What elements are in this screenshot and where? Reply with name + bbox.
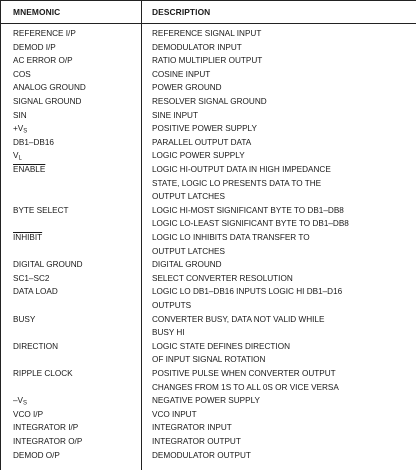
description-cell: DEMODULATOR OUTPUT: [152, 450, 251, 460]
mnemonic-cell: [13, 204, 69, 217]
description-cell: COSINE INPUT: [152, 69, 211, 79]
mnemonic-text: DEMOD O/P: [13, 450, 60, 460]
mnemonic-text: BYTE SELECT: [13, 205, 69, 215]
description-cell: POWER GROUND: [152, 83, 222, 93]
table-row: [1, 340, 416, 353]
table-row: [1, 435, 416, 448]
mnemonic-cell: [13, 435, 82, 448]
mnemonic-cell: [13, 81, 86, 94]
mnemonic-text: ENABLE: [13, 165, 46, 174]
mnemonic-text: SC1–SC2: [13, 273, 50, 283]
mnemonic-cell: [13, 408, 43, 421]
mnemonic-subscript: S: [23, 128, 28, 135]
description-cell: OUTPUT LATCHES: [152, 192, 225, 202]
table-row: [1, 217, 416, 230]
mnemonic-text: INTEGRATOR O/P: [13, 437, 83, 446]
table-row: [1, 149, 416, 162]
table-row: [1, 204, 416, 217]
table-row: [1, 122, 416, 135]
table-row: [1, 81, 416, 94]
table-row: [1, 313, 416, 326]
description-cell: LOGIC LO INHIBITS DATA TRANSFER TO: [152, 233, 310, 242]
description-cell: INTEGRATOR OUTPUT: [152, 437, 241, 446]
description-cell: OUTPUTS: [152, 301, 192, 310]
mnemonic-cell: [13, 163, 45, 176]
mnemonic-cell: [13, 421, 78, 434]
description-header: DESCRIPTION: [152, 7, 211, 17]
description-cell: SINE INPUT: [152, 110, 198, 120]
description-cell: PARALLEL OUTPUT DATA: [152, 137, 252, 147]
table-row: [1, 41, 416, 54]
table-row: [1, 190, 416, 203]
header-rule: [1, 23, 416, 24]
mnemonic-text: SIGNAL GROUND: [13, 97, 82, 106]
table-row: [1, 231, 416, 244]
table-row: [1, 394, 416, 407]
mnemonic-cell: [13, 313, 35, 326]
description-cell: STATE, LOGIC LO PRESENTS DATA TO THE: [152, 178, 322, 188]
table-row: [1, 136, 416, 149]
mnemonic-subscript: S: [23, 400, 28, 407]
table-row: [1, 408, 416, 421]
mnemonic-text: DEMOD I/P: [13, 42, 56, 52]
mnemonic-cell: [13, 367, 73, 380]
description-cell: BUSY HI: [152, 328, 185, 338]
table-row: [1, 245, 416, 258]
mnemonic-cell: [13, 285, 58, 298]
description-cell: LOGIC STATE DEFINES DIRECTION: [152, 341, 290, 351]
mnemonic-header: MNEMONIC: [13, 7, 61, 17]
table-row: [1, 299, 416, 312]
table-row: [1, 367, 416, 380]
table-row: [1, 258, 416, 271]
table-row: [1, 109, 416, 122]
mnemonic-text: RIPPLE CLOCK: [13, 369, 73, 378]
mnemonic-cell: [13, 27, 76, 40]
mnemonic-text: AC ERROR O/P: [13, 56, 73, 66]
mnemonic-cell: [13, 54, 73, 67]
mnemonic-cell: [13, 340, 58, 353]
mnemonic-text: DATA LOAD: [13, 287, 58, 297]
mnemonic-text: INHIBIT: [13, 233, 43, 242]
table-row: [1, 381, 416, 394]
description-cell: RESOLVER SIGNAL GROUND: [152, 97, 267, 106]
table-row: [1, 421, 416, 434]
table-row: [1, 95, 416, 108]
description-cell: DEMODULATOR INPUT: [152, 42, 242, 52]
table-row: [1, 177, 416, 190]
description-cell: LOGIC POWER SUPPLY: [152, 151, 245, 161]
description-cell: OUTPUT LATCHES: [152, 246, 225, 256]
description-cell: OF INPUT SIGNAL ROTATION: [152, 355, 266, 365]
description-cell: INTEGRATOR INPUT: [152, 423, 232, 433]
mnemonic-text: DB1–DB16: [13, 137, 54, 147]
mnemonic-cell: [13, 41, 56, 54]
description-cell: CHANGES FROM 1S TO ALL 0S OR VICE VERSA: [152, 382, 339, 392]
table-row: [1, 163, 416, 176]
description-cell: LOGIC HI-OUTPUT DATA IN HIGH IMPEDANCE: [152, 165, 331, 174]
mnemonic-cell: [13, 258, 83, 271]
mnemonic-cell: [13, 449, 60, 462]
mnemonic-cell: [13, 109, 27, 122]
mnemonic-text: VCO I/P: [13, 409, 44, 419]
table-row: [1, 27, 416, 40]
mnemonic-cell: [13, 231, 42, 244]
mnemonic-text: COS: [13, 69, 31, 79]
description-cell: NEGATIVE POWER SUPPLY: [152, 396, 260, 406]
mnemonic-text: V: [13, 151, 19, 161]
mnemonic-text: INTEGRATOR I/P: [13, 423, 79, 433]
description-cell: VCO INPUT: [152, 409, 197, 419]
table-row: [1, 54, 416, 67]
description-cell: POSITIVE POWER SUPPLY: [152, 124, 257, 134]
description-cell: REFERENCE SIGNAL INPUT: [152, 29, 262, 38]
mnemonic-cell: [13, 272, 49, 285]
mnemonic-text: SIN: [13, 110, 27, 120]
description-cell: LOGIC LO-LEAST SIGNIFICANT BYTE TO DB1–DB8: [152, 219, 349, 229]
table-row: [1, 272, 416, 285]
description-cell: LOGIC HI-MOST SIGNIFICANT BYTE TO DB1–DB8: [152, 205, 344, 215]
mnemonic-text: REFERENCE I/P: [13, 29, 76, 38]
mnemonic-cell: [13, 68, 31, 81]
mnemonic-cell: [13, 136, 54, 149]
description-cell: POSITIVE PULSE WHEN CONVERTER OUTPUT: [152, 369, 336, 378]
table-row: [1, 353, 416, 366]
mnemonic-text: DIRECTION: [13, 341, 59, 351]
table-row: [1, 68, 416, 81]
description-cell: SELECT CONVERTER RESOLUTION: [152, 273, 293, 283]
description-cell: DIGITAL GROUND: [152, 260, 222, 270]
mnemonic-text: DIGITAL GROUND: [13, 260, 83, 270]
table-row: [1, 326, 416, 339]
mnemonic-text: –V: [13, 396, 24, 406]
description-cell: CONVERTER BUSY, DATA NOT VALID WHILE: [152, 314, 325, 324]
description-cell: LOGIC LO DB1–DB16 INPUTS LOGIC HI DB1–D16: [152, 287, 343, 297]
mnemonic-text: ANALOG GROUND: [13, 83, 86, 93]
mnemonic-subscript: L: [18, 155, 22, 162]
table-row: [1, 449, 416, 462]
mnemonic-cell: [13, 95, 81, 108]
mnemonic-text: BUSY: [13, 314, 36, 324]
description-cell: RATIO MULTIPLIER OUTPUT: [152, 56, 263, 66]
mnemonic-text: +V: [13, 124, 24, 134]
table-row: [1, 285, 416, 298]
